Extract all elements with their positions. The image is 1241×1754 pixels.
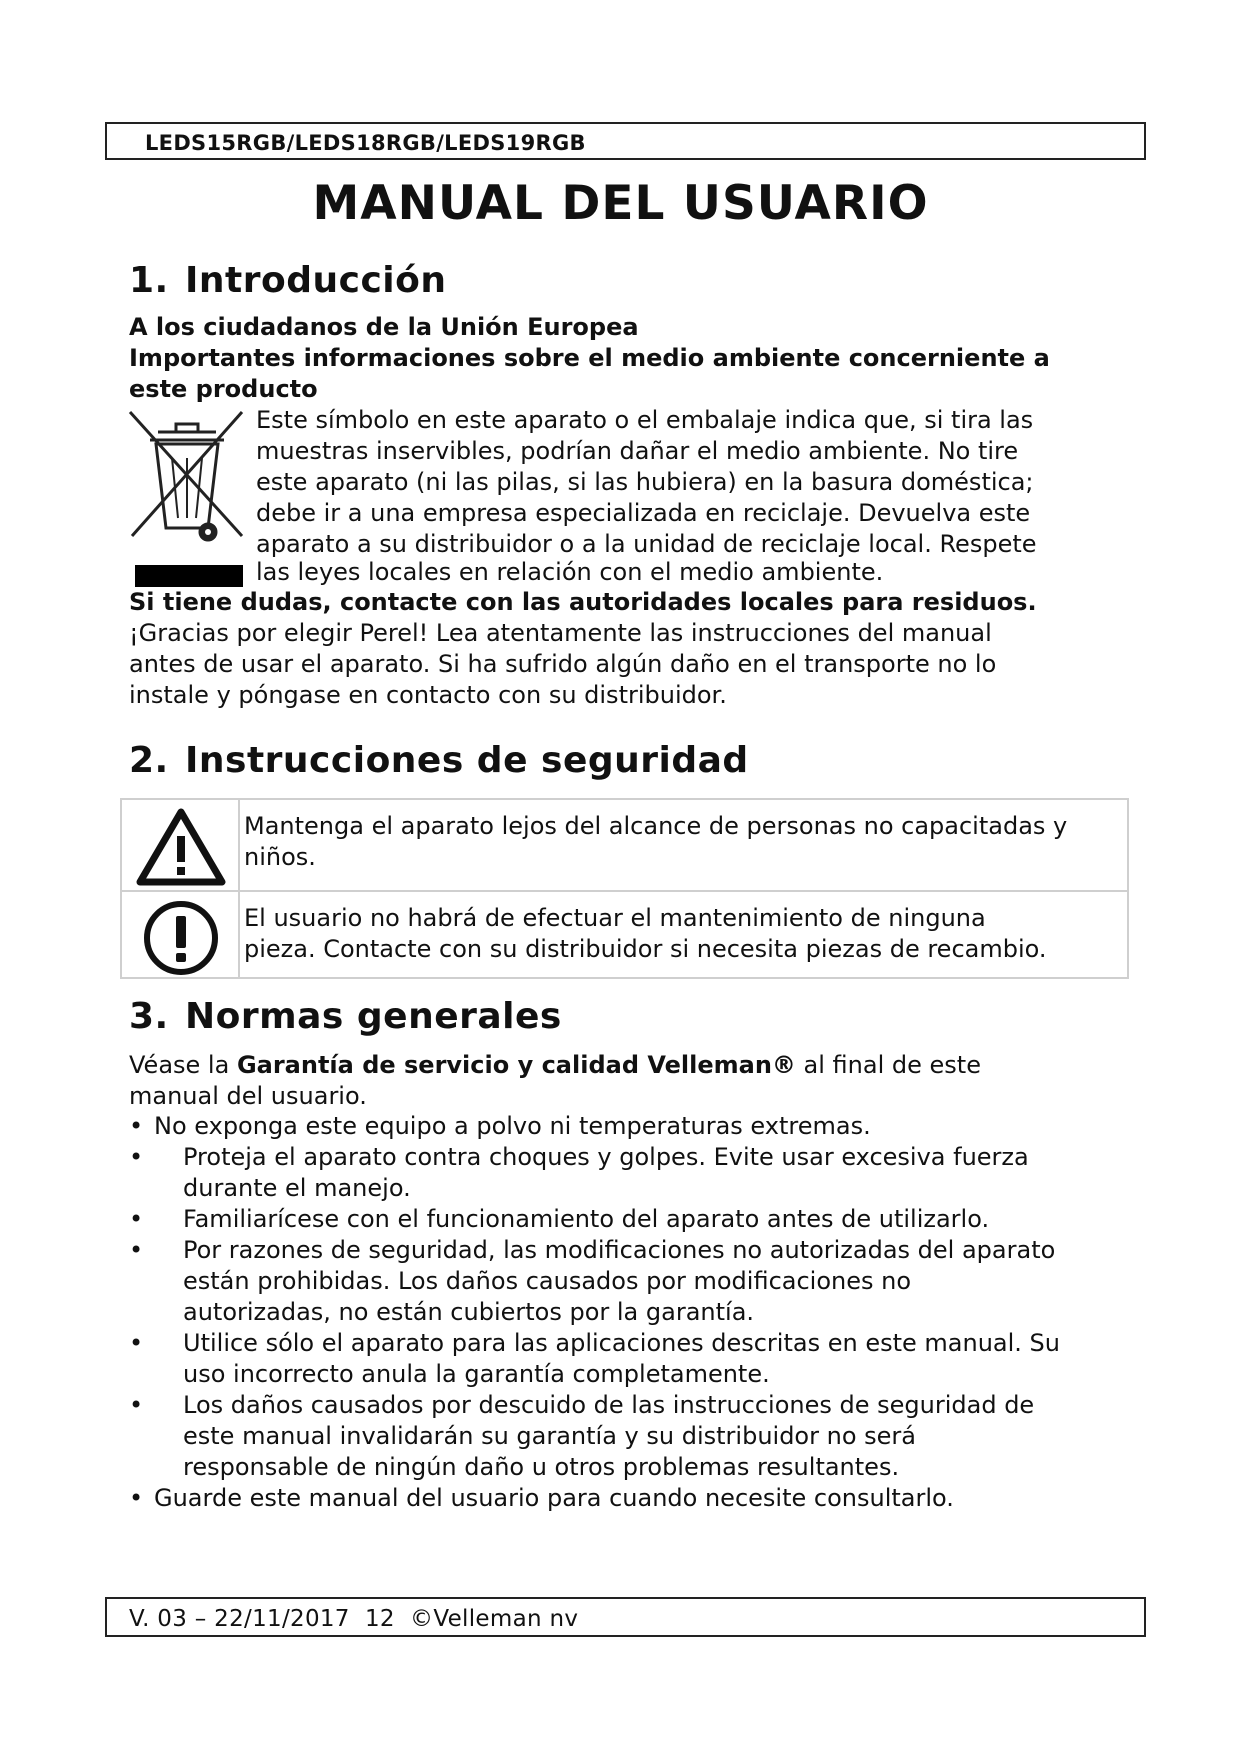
warranty-intro-line1 <box>129 1050 981 1081</box>
warranty-intro-pre: Véase la <box>129 1051 237 1079</box>
list-item <box>129 1142 1139 1204</box>
safety-icon-cell <box>122 892 240 977</box>
bullet-icon: • <box>129 1143 144 1171</box>
list-item-line: Proteja el aparato contra choques y golpes. Evite usar excesiva fuerza <box>183 1143 1029 1171</box>
environment-heading-line2: este producto <box>129 375 318 403</box>
general-rules-list <box>129 1111 1139 1514</box>
section-1-number: 1. <box>129 260 169 301</box>
footer-version: V. 03 – 22/11/2017 12 ©Velleman nv <box>129 1606 579 1632</box>
list-item-line: Guarde este manual del usuario para cuando necesite consultarlo. <box>154 1484 954 1512</box>
thanks-line-3: instale y póngase en contacto con su distribuidor. <box>129 681 727 709</box>
list-item-line: Los daños causados por descuido de las instrucciones de seguridad de <box>183 1391 1035 1419</box>
bullet-icon: • <box>129 1112 144 1140</box>
page-title: MANUAL DEL USUARIO <box>312 176 929 231</box>
warranty-link-text: Garantía de servicio y calidad Velleman® <box>236 1051 796 1079</box>
exclamation-circle-icon <box>136 898 226 978</box>
list-item-line: Utilice sólo el aparato para las aplicaciones descritas en este manual. Su <box>183 1329 1060 1357</box>
section-3-number: 3. <box>129 996 169 1037</box>
warning-triangle-icon <box>136 806 226 886</box>
weee-line-1: Este símbolo en este aparato o el embalaje indica que, si tira las <box>256 406 1034 434</box>
list-item-line: autorizadas, no están cubiertos por la garantía. <box>183 1298 755 1326</box>
section-2-title <box>129 740 749 781</box>
safety-row <box>122 800 1127 892</box>
weee-bar <box>135 565 243 587</box>
safety-icon-cell <box>122 800 240 890</box>
list-item <box>129 1111 1139 1142</box>
list-item <box>129 1235 1139 1328</box>
list-item-line: este manual invalidarán su garantía y su distribuidor no será <box>183 1422 916 1450</box>
section-1-label: Introducción <box>185 260 447 301</box>
list-item-line: uso incorrecto anula la garantía completamente. <box>183 1360 770 1388</box>
bullet-icon: • <box>129 1391 144 1419</box>
list-item <box>129 1204 1139 1235</box>
list-item-line: No exponga este equipo a polvo ni temperaturas extremas. <box>154 1112 871 1140</box>
warranty-intro-line2: manual del usuario. <box>129 1082 367 1110</box>
crossed-bin-icon <box>128 410 246 590</box>
list-item-line: responsable de ningún daño u otros problemas resultantes. <box>183 1453 900 1481</box>
weee-line-2: muestras inservibles, podrían dañar el medio ambiente. No tire <box>256 437 1019 465</box>
safety-text-2-line1: El usuario no habrá de efectuar el mantenimiento de ninguna <box>244 904 986 932</box>
list-item-line: Por razones de seguridad, las modificaciones no autorizadas del aparato <box>183 1236 1056 1264</box>
section-3-label: Normas generales <box>185 996 562 1037</box>
weee-line-3: este aparato (ni las pilas, si las hubiera) en la basura doméstica; <box>256 468 1034 496</box>
footer-box <box>105 1597 1146 1637</box>
section-2-number: 2. <box>129 740 169 781</box>
list-item-line: Familiarícese con el funcionamiento del aparato antes de utilizarlo. <box>183 1205 990 1233</box>
warranty-intro-post: al final de este <box>795 1051 981 1079</box>
safety-text-1-line2: niños. <box>244 843 316 871</box>
section-2-label: Instrucciones de seguridad <box>185 740 749 781</box>
safety-text-2 <box>244 903 1124 965</box>
safety-text-1-line1: Mantenga el aparato lejos del alcance de personas no capacitadas y <box>244 812 1068 840</box>
safety-table <box>120 798 1129 979</box>
environment-heading-line1: Importantes informaciones sobre el medio ambiente concerniente a <box>129 344 1050 372</box>
weee-line-5: aparato a su distribuidor o a la unidad de reciclaje local. Respete <box>256 530 1037 558</box>
thanks-line-1: ¡Gracias por elegir Perel! Lea atentamente las instrucciones del manual <box>129 619 992 647</box>
safety-text-1 <box>244 811 1124 873</box>
thanks-line-2: antes de usar el aparato. Si ha sufrido algún daño en el transporte no lo <box>129 650 997 678</box>
section-3-title <box>129 996 562 1037</box>
doubts-note: Si tiene dudas, contacte con las autoridades locales para residuos. <box>129 588 1037 616</box>
list-item <box>129 1483 1139 1514</box>
bullet-icon: • <box>129 1484 144 1512</box>
section-1-title <box>129 260 447 301</box>
list-item-line: están prohibidas. Los daños causados por modificaciones no <box>183 1267 912 1295</box>
list-item-line: durante el manejo. <box>183 1174 411 1202</box>
list-item <box>129 1390 1139 1483</box>
header-box <box>105 122 1146 160</box>
safety-text-2-line2: pieza. Contacte con su distribuidor si necesita piezas de recambio. <box>244 935 1047 963</box>
list-item <box>129 1328 1139 1390</box>
model-number: LEDS15RGB/LEDS18RGB/LEDS19RGB <box>145 131 586 155</box>
safety-row <box>122 892 1127 977</box>
weee-line-4: debe ir a una empresa especializada en reciclaje. Devuelva este <box>256 499 1031 527</box>
bullet-icon: • <box>129 1329 144 1357</box>
eu-citizens-heading: A los ciudadanos de la Unión Europea <box>129 313 639 341</box>
weee-line-6: las leyes locales en relación con el medio ambiente. <box>256 558 884 586</box>
bullet-icon: • <box>129 1236 144 1264</box>
bullet-icon: • <box>129 1205 144 1233</box>
